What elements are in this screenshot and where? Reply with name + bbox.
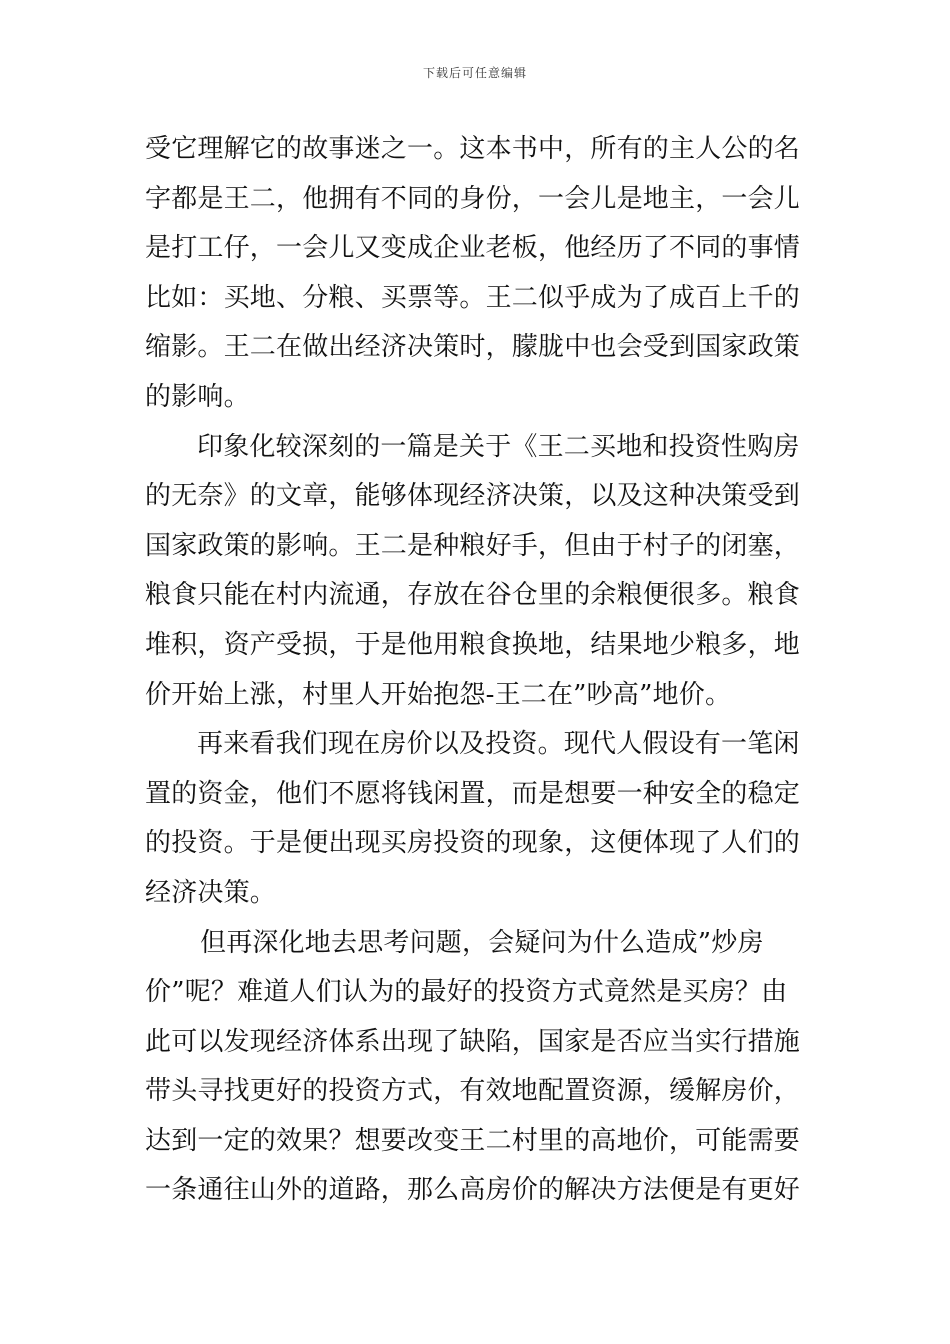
text-line: 受它理解它的故事迷之一。这本书中，所有的主人公的名 xyxy=(145,134,801,164)
text-line: 此可以发现经济体系出现了缺陷，国家是否应当实行措施 xyxy=(145,1026,801,1057)
text-line: 达到一定的效果？想要改变王二村里的高地价，可能需要 xyxy=(145,1125,801,1156)
text-line: 置的资金，他们不愿将钱闲置，而是想要一种安全的稳定 xyxy=(145,778,801,809)
text-line: 的影响。 xyxy=(145,381,250,412)
text-line: 带头寻找更好的投资方式，有效地配置资源，缓解房价， xyxy=(145,1076,801,1107)
paragraph-first-line: 印象化较深刻的一篇是关于《王二买地和投资性购房 xyxy=(197,431,800,462)
text-line: 缩影。王二在做出经济决策时，朦胧中也会受到国家政策 xyxy=(145,332,801,363)
text-line: 一条通往山外的道路，那么高房价的解决方法便是有更好 xyxy=(145,1175,801,1206)
text-line: 的投资。于是便出现买房投资的现象，这便体现了人们的 xyxy=(145,828,801,859)
document-body xyxy=(145,125,807,1216)
text-line: 的无奈》的文章，能够体现经济决策，以及这种决策受到 xyxy=(145,481,801,512)
text-line: 粮食只能在村内流通，存放在谷仓里的余粮便很多。粮食 xyxy=(145,580,801,611)
text-line: 价开始上涨，村里人开始抱怨-王二在”吵高”地价。 xyxy=(145,679,732,710)
text-line: 价”呢？难道人们认为的最好的投资方式竟然是买房？由 xyxy=(145,977,788,1008)
text-line: 堆积，资产受损，于是他用粮食换地，结果地少粮多，地 xyxy=(145,629,801,660)
paragraph-first-line: 但再深化地去思考问题，会疑问为什么造成”炒房 xyxy=(200,927,764,958)
text-line: 是打工仔，一会儿又变成企业老板，他经历了不同的事情 xyxy=(145,233,801,264)
text-line: 字都是王二，他拥有不同的身份，一会儿是地主，一会儿 xyxy=(145,183,801,214)
page-header-note: 下载后可任意编辑 xyxy=(422,66,527,80)
text-line: 比如：买地、分粮、买票等。王二似乎成为了成百上千的 xyxy=(145,282,801,313)
text-line: 经济决策。 xyxy=(145,877,277,908)
text-line: 国家政策的影响。王二是种粮好手，但由于村子的闭塞， xyxy=(145,530,801,561)
paragraph-first-line: 再来看我们现在房价以及投资。现代人假设有一笔闲 xyxy=(197,729,800,760)
